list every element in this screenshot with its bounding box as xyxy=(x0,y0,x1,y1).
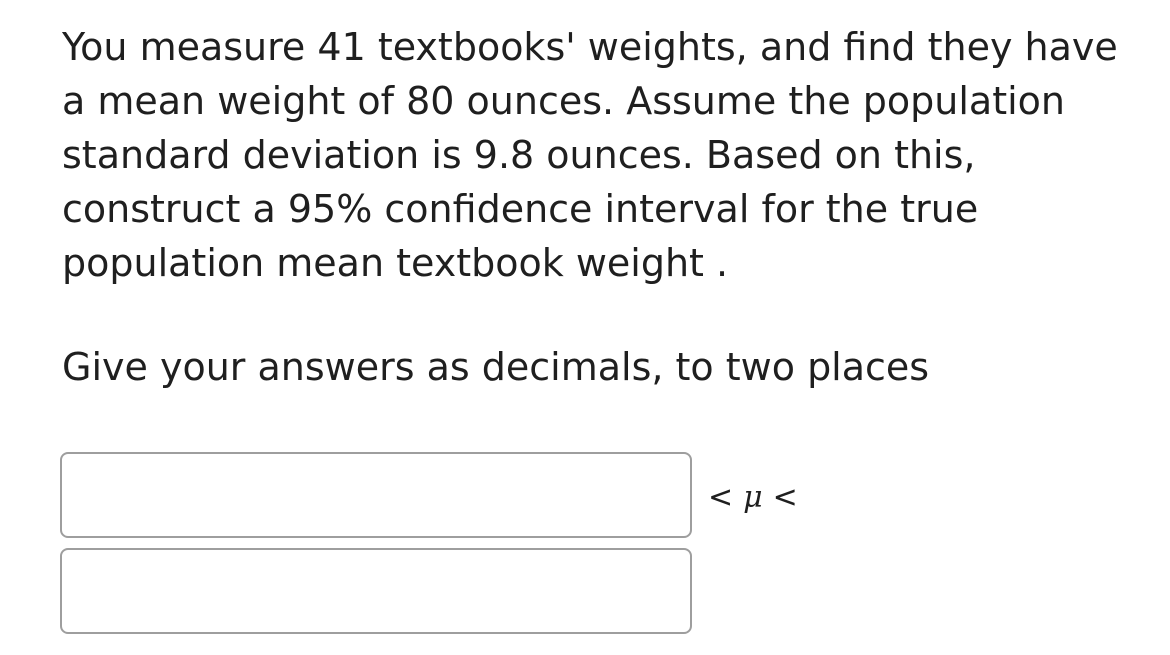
question-line: construct a 95% confidence interval for the true xyxy=(62,187,979,231)
interval-inequality-label xyxy=(708,478,798,518)
question-line: standard deviation is 9.8 ounces. Based on this, xyxy=(62,133,976,177)
question-text xyxy=(62,20,1122,290)
question-line: You measure 41 textbooks' weights, and find they have xyxy=(62,25,1118,69)
upper-bound-input[interactable] xyxy=(60,548,692,634)
answer-instructions: Give your answers as decimals, to two places xyxy=(62,345,930,389)
mu-symbol: μ xyxy=(743,480,763,515)
question-line: population mean textbook weight . xyxy=(62,241,729,285)
less-than-symbol-right: < xyxy=(772,480,798,515)
lower-bound-input[interactable] xyxy=(60,452,692,538)
question-line: a mean weight of 80 ounces. Assume the population xyxy=(62,79,1065,123)
less-than-symbol-left: < xyxy=(708,480,734,515)
